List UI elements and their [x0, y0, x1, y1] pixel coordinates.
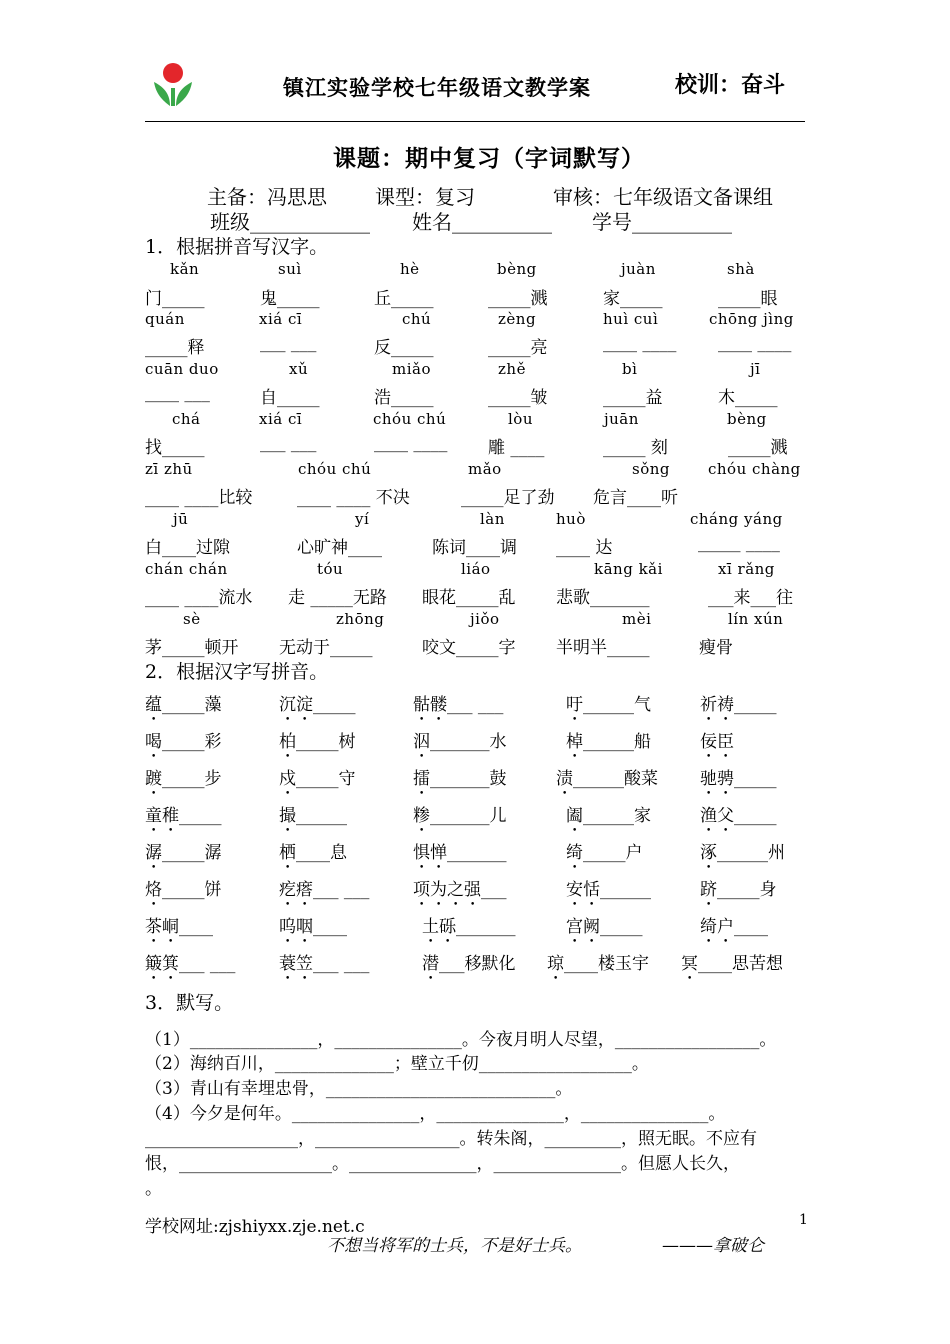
pinyin-label: jī — [750, 360, 761, 378]
dictation-item[interactable] — [566, 875, 651, 910]
dictation-item[interactable] — [279, 912, 347, 947]
pinyin-label: cháng yáng — [690, 510, 783, 528]
blank[interactable]: _____ — [734, 769, 777, 789]
dictation-item[interactable] — [700, 727, 734, 762]
dictation-line[interactable]: __________________，_________________。转朱阁，_________，照无眠。不应有 — [145, 1129, 757, 1149]
pinyin-label: kāng kǎi — [594, 560, 663, 578]
dotted-char: 渍 — [556, 769, 573, 789]
pinyin-label: tóu — [317, 560, 344, 578]
blank[interactable]: ____思苦想 — [698, 954, 783, 974]
pinyin-label: zèng — [498, 310, 537, 328]
school-title: 镇江实验学校七年级语文教学案 — [283, 75, 591, 100]
blank[interactable]: _______鼓 — [430, 769, 507, 789]
fill-blank[interactable]: 咬文_____字 — [422, 638, 516, 658]
pinyin-label: xī rǎng — [718, 560, 775, 578]
dictation-item[interactable] — [422, 949, 516, 984]
dotted-char: 绮 — [566, 843, 583, 863]
pinyin-label: shà — [727, 260, 755, 278]
dictation-item[interactable] — [145, 949, 235, 984]
pinyin-label: huò — [556, 510, 586, 528]
pinyin-label: quán — [145, 310, 185, 328]
dictation-item[interactable] — [413, 764, 507, 799]
dictation-item[interactable] — [145, 727, 222, 762]
dictation-item[interactable] — [413, 838, 507, 873]
fill-blank[interactable]: _____眼 — [718, 289, 778, 309]
fill-blank[interactable]: 木_____ — [718, 388, 778, 408]
dotted-char: 安恬 — [566, 880, 600, 900]
dictation-item[interactable] — [566, 727, 651, 762]
pinyin-label: chóu chú — [298, 460, 372, 478]
fill-blank[interactable]: ____ ____ — [603, 333, 677, 353]
pinyin-label: xǔ — [289, 360, 309, 378]
pinyin-label: huì cuì — [603, 310, 659, 328]
fill-blank[interactable]: _____皱 — [488, 388, 548, 408]
fill-blank[interactable]: 浩_____ — [374, 388, 434, 408]
fill-blank[interactable]: 眼花_____乱 — [422, 588, 516, 608]
blank[interactable]: ______船 — [583, 732, 651, 752]
dotted-char: 吁 — [566, 695, 583, 715]
dictation-item[interactable] — [700, 912, 768, 947]
dictation-item[interactable] — [145, 875, 222, 910]
blank[interactable]: _____守 — [296, 769, 356, 789]
pinyin-label: sǒng — [632, 460, 670, 478]
dictation-item[interactable] — [681, 949, 783, 984]
blank[interactable]: ___ ___ — [313, 954, 370, 974]
blank[interactable]: _____藻 — [162, 695, 222, 715]
dictation-item[interactable] — [413, 801, 507, 836]
pinyin-label: jū — [173, 510, 189, 528]
footer-quote: 不想当将军的士兵，不是好士兵。 — [327, 1236, 582, 1256]
dotted-char: 潺 — [145, 843, 162, 863]
blank[interactable]: _____潺 — [162, 843, 222, 863]
fill-blank[interactable]: _____释 — [145, 338, 205, 358]
fill-blank[interactable]: 家_____ — [603, 289, 663, 309]
fill-blank[interactable]: ___ ___ — [260, 433, 317, 453]
dotted-char: 祈祷 — [700, 695, 734, 715]
dictation-line: 。 — [145, 1179, 162, 1199]
dictation-item[interactable] — [547, 949, 649, 984]
blank[interactable]: _____ — [179, 806, 222, 826]
dictation-item[interactable] — [556, 764, 658, 799]
page-title: 课题：期中复习（字词默写） — [333, 145, 645, 172]
pinyin-label: xiá cī — [259, 310, 303, 328]
fill-blank[interactable]: 危言____听 — [593, 488, 678, 508]
fill-blank[interactable]: _____益 — [603, 388, 663, 408]
pinyin-label: mǎo — [468, 460, 502, 478]
pinyin-label: chóu chàng — [708, 460, 801, 478]
pinyin-label: bì — [622, 360, 638, 378]
blank[interactable]: _____身 — [717, 880, 777, 900]
fill-blank[interactable]: 心旷神____ — [297, 538, 382, 558]
blank[interactable]: _____ — [734, 806, 777, 826]
dictation-line[interactable]: （3）青山有幸埋忠骨，___________________________。 — [145, 1079, 573, 1099]
fill-blank[interactable]: ____ ____ — [718, 333, 792, 353]
dictation-item[interactable] — [700, 801, 777, 836]
dotted-char: 潜 — [422, 954, 439, 974]
fill-blank[interactable]: _____ 刻 — [603, 438, 668, 458]
dictation-item[interactable] — [145, 912, 213, 947]
fill-blank[interactable]: _____ ____ — [698, 533, 780, 553]
pinyin-label: suì — [278, 260, 302, 278]
fill-blank[interactable]: 陈词____调 — [432, 538, 517, 558]
dotted-char: 柏 — [279, 732, 296, 752]
dotted-char: 栖 — [279, 843, 296, 863]
pinyin-label: zhě — [498, 360, 526, 378]
dictation-item[interactable] — [145, 690, 222, 725]
pinyin-label: mèi — [622, 610, 652, 628]
pinyin-label: zī zhū — [145, 460, 193, 478]
dotted-char: 簸箕 — [145, 954, 179, 974]
dotted-char: 阖 — [566, 806, 583, 826]
pinyin-label: juān — [604, 410, 639, 428]
section1-heading: 1．根据拼音写汉字。 — [145, 236, 329, 258]
dotted-char: 糁 — [413, 806, 430, 826]
fill-blank[interactable]: ____ ___ — [145, 383, 210, 403]
dotted-char: 沉淀 — [279, 695, 313, 715]
blank[interactable]: ______家 — [583, 806, 651, 826]
blank[interactable]: _____ — [734, 695, 777, 715]
dotted-char: 擂 — [413, 769, 430, 789]
blank[interactable]: ____息 — [296, 843, 347, 863]
blank[interactable]: ______气 — [583, 695, 651, 715]
pinyin-label: juàn — [621, 260, 656, 278]
blank[interactable]: ______州 — [717, 843, 785, 863]
section3-heading: 3．默写。 — [145, 992, 234, 1014]
pinyin-label: chá — [172, 410, 201, 428]
dictation-item[interactable] — [422, 912, 516, 947]
blank[interactable]: ___ ___ — [179, 954, 236, 974]
dictation-line[interactable]: （2）海纳百川，______________；壁立千仞__________________。 — [145, 1054, 649, 1074]
fill-blank[interactable]: 悲歌_______ — [556, 588, 650, 608]
class-field[interactable]: 班级____________ — [210, 210, 370, 234]
pinyin-label: sè — [183, 610, 201, 628]
dotted-char: 棹 — [566, 732, 583, 752]
blank[interactable]: _____饼 — [162, 880, 222, 900]
dictation-item[interactable] — [700, 838, 785, 873]
pinyin-label: chán chán — [145, 560, 228, 578]
dotted-char: 驰骋 — [700, 769, 734, 789]
dictation-item[interactable] — [413, 727, 507, 762]
fill-blank[interactable]: ____ 达 — [556, 538, 613, 558]
school-motto: 校训：奋斗 — [675, 72, 786, 98]
blank[interactable]: ___ ___ — [447, 695, 504, 715]
fill-blank[interactable]: 瘦骨 — [699, 638, 733, 658]
quote-author: ———拿破仑 — [662, 1236, 764, 1256]
blank[interactable]: _____树 — [296, 732, 356, 752]
dictation-item[interactable] — [279, 838, 347, 873]
dictation-item[interactable] — [700, 690, 777, 725]
fill-blank[interactable]: 自_____ — [260, 388, 320, 408]
dictation-item[interactable] — [700, 764, 777, 799]
dotted-char: 琼 — [547, 954, 564, 974]
fill-blank[interactable]: ___ ___ — [260, 333, 317, 353]
dotted-char: 呜咽 — [279, 917, 313, 937]
fill-blank[interactable]: ____ ____ — [374, 433, 448, 453]
reviewer-label: 审核：七年级语文备课组 — [553, 185, 773, 209]
fill-blank[interactable]: 无动于_____ — [279, 638, 373, 658]
blank[interactable]: _____户 — [583, 843, 643, 863]
pinyin-label: cuān duo — [145, 360, 219, 378]
lesson-type-label: 课型：复习 — [375, 185, 475, 209]
fill-blank[interactable]: _____足了劲 — [461, 488, 555, 508]
pinyin-label: kǎn — [170, 260, 200, 278]
dictation-item[interactable] — [566, 912, 643, 947]
fill-blank[interactable]: ____ ____比较 — [145, 488, 253, 508]
fill-blank[interactable]: ____ ____ 不决 — [297, 488, 410, 508]
dictation-item[interactable] — [279, 875, 369, 910]
header-rule — [145, 121, 805, 122]
pinyin-label: chōng jìng — [709, 310, 794, 328]
fill-blank[interactable]: 反_____ — [374, 338, 434, 358]
pinyin-label: làn — [480, 510, 505, 528]
blank[interactable]: ___ ___ — [313, 880, 370, 900]
dotted-char: 疙瘩 — [279, 880, 313, 900]
dotted-char: 项为之强 — [413, 880, 481, 900]
dotted-char: 跻 — [700, 880, 717, 900]
dotted-char: 冥 — [681, 954, 698, 974]
pinyin-label: lín xún — [728, 610, 784, 628]
dictation-item[interactable] — [279, 690, 356, 725]
dictation-line[interactable]: （4）今夕是何年。_______________，_______________，_______________。 — [145, 1104, 726, 1124]
pinyin-label: yí — [355, 510, 370, 528]
dictation-item[interactable] — [566, 838, 643, 873]
pinyin-label: chú — [402, 310, 432, 328]
fill-blank[interactable]: 找_____ — [145, 438, 205, 458]
pinyin-label: miǎo — [392, 360, 431, 378]
pinyin-label: chóu chú — [373, 410, 447, 428]
dictation-item[interactable] — [279, 801, 347, 836]
fill-blank[interactable]: 门_____ — [145, 289, 205, 309]
dictation-item[interactable] — [566, 690, 651, 725]
school-logo-icon — [150, 62, 196, 108]
author-label: 主备：冯思思 — [207, 185, 327, 209]
blank[interactable]: _____ — [313, 695, 356, 715]
student-number-field[interactable]: 学号__________ — [592, 210, 732, 234]
blank[interactable]: ____ — [734, 917, 768, 937]
fill-blank[interactable]: 走 _____无路 — [288, 588, 387, 608]
blank[interactable]: _____步 — [162, 769, 222, 789]
dictation-item[interactable] — [279, 949, 369, 984]
dotted-char: 喝 — [145, 732, 162, 752]
blank[interactable]: ____楼玉宇 — [564, 954, 649, 974]
dotted-char: 撮 — [279, 806, 296, 826]
blank[interactable]: _____ — [600, 917, 643, 937]
dictation-item[interactable] — [413, 875, 507, 910]
pinyin-label: jiǒo — [470, 610, 500, 628]
dotted-char: 戍 — [279, 769, 296, 789]
dotted-char: 踱 — [145, 769, 162, 789]
fill-blank[interactable]: _____溅 — [728, 438, 788, 458]
dotted-char: 渔父 — [700, 806, 734, 826]
dictation-item[interactable] — [145, 838, 222, 873]
pinyin-label: xiá cī — [259, 410, 303, 428]
blank[interactable]: _____彩 — [162, 732, 222, 752]
dotted-char: 茶峒 — [145, 917, 179, 937]
blank[interactable]: ____ — [313, 917, 347, 937]
dotted-char: 童稚 — [145, 806, 179, 826]
dotted-char: 蓑笠 — [279, 954, 313, 974]
dotted-char: 骷髅 — [413, 695, 447, 715]
dictation-item[interactable] — [413, 690, 503, 725]
name-field[interactable]: 姓名__________ — [412, 210, 552, 234]
dotted-char: 佞臣 — [700, 732, 734, 752]
dotted-char: 宫阙 — [566, 917, 600, 937]
fill-blank[interactable]: ____ ____流水 — [145, 588, 253, 608]
pinyin-label: liáo — [461, 560, 491, 578]
pinyin-label: bèng — [727, 410, 767, 428]
blank[interactable]: ______ — [296, 806, 347, 826]
dictation-item[interactable] — [279, 727, 356, 762]
dictation-item[interactable] — [145, 764, 222, 799]
dictation-item[interactable] — [145, 801, 222, 836]
blank[interactable]: _______ — [456, 917, 516, 937]
fill-blank[interactable]: _____亮 — [488, 338, 548, 358]
pinyin-label: lòu — [508, 410, 533, 428]
fill-blank[interactable]: 鬼_____ — [260, 289, 320, 309]
dotted-char: 土砾 — [422, 917, 456, 937]
fill-blank[interactable]: 半明半_____ — [556, 638, 650, 658]
blank[interactable]: ____ — [179, 917, 213, 937]
dotted-char: 泅 — [413, 732, 430, 752]
blank[interactable]: _______水 — [430, 732, 507, 752]
fill-blank[interactable]: 白____过隙 — [145, 538, 230, 558]
fill-blank[interactable]: _____溅 — [488, 289, 548, 309]
fill-blank[interactable]: 雕 ____ — [488, 438, 545, 458]
blank[interactable]: ___ — [481, 880, 507, 900]
school-website: 学校网址:zjshiyxx.zje.net.c — [145, 1217, 365, 1237]
dotted-char: 惧惮 — [413, 843, 447, 863]
dictation-line[interactable]: （1）_______________，_______________。今夜月明人尽望，_________________。 — [145, 1030, 777, 1050]
dotted-char: 涿 — [700, 843, 717, 863]
dictation-item[interactable] — [566, 801, 651, 836]
dotted-char: 烙 — [145, 880, 162, 900]
page-number: 1 — [799, 1212, 808, 1228]
blank[interactable]: ___移默化 — [439, 954, 516, 974]
dotted-char: 蕴 — [145, 695, 162, 715]
dotted-char: 绮户 — [700, 917, 734, 937]
pinyin-label: hè — [400, 260, 420, 278]
section2-heading: 2．根据汉字写拼音。 — [145, 661, 329, 683]
dictation-item[interactable] — [279, 764, 356, 799]
blank[interactable]: _______ — [447, 843, 507, 863]
blank[interactable]: ______酸菜 — [573, 769, 658, 789]
dictation-line[interactable]: 恨，__________________。_______________，_______________。但愿人长久， — [145, 1154, 740, 1174]
blank[interactable]: _______儿 — [430, 806, 507, 826]
blank[interactable]: ______ — [600, 880, 651, 900]
fill-blank[interactable]: 丘_____ — [374, 289, 434, 309]
fill-blank[interactable]: ___来___往 — [708, 588, 793, 608]
pinyin-label: zhōng — [336, 610, 385, 628]
dictation-item[interactable] — [700, 875, 777, 910]
pinyin-label: bèng — [497, 260, 537, 278]
fill-blank[interactable]: 茅_____顿开 — [145, 638, 239, 658]
